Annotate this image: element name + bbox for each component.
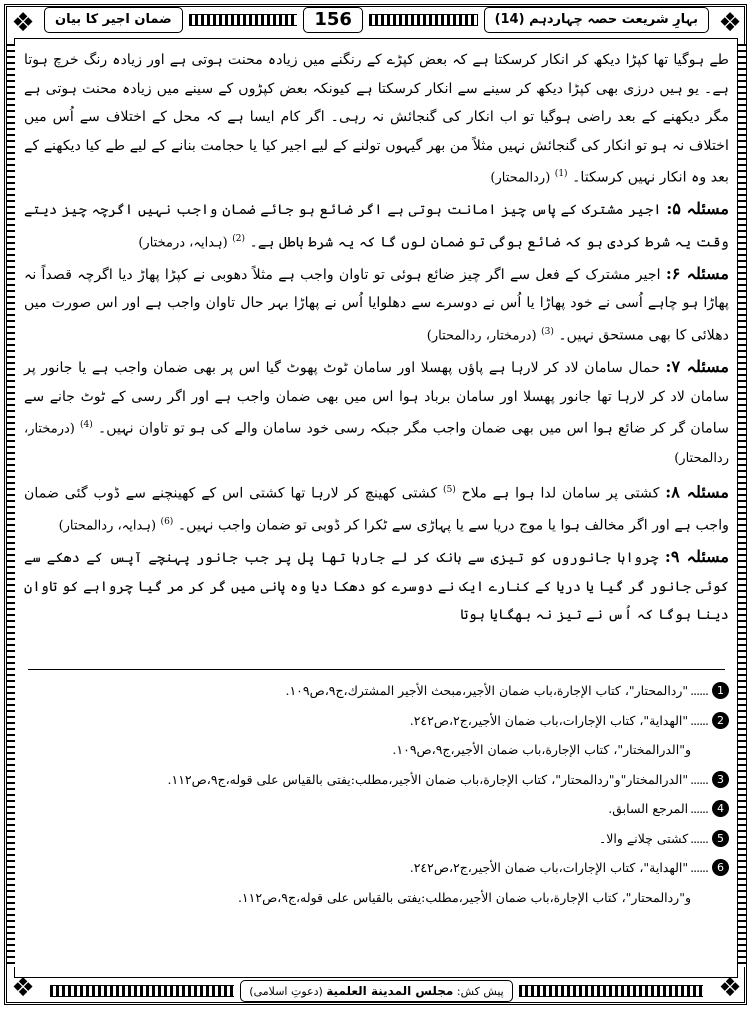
footnote-ref[interactable]: (6)	[160, 517, 174, 528]
paragraph-text: اجیر مشترک کے پاس چیز امانت ہوتی ہے اگر ضائع ہو جائے ضمان واجب نہیں اگرچہ چیز دیتے وقت یہ شرط کردی ہو کہ ضائع ہوگی تو ضمان لوں گا کہ یہ شرط باطل ہے۔	[24, 202, 729, 251]
corner-ornament-icon: ❖	[718, 973, 742, 1003]
footnotes	[24, 676, 729, 946]
chapter-title: ضمان اجیر کا بیان	[44, 7, 183, 33]
paragraph-text: چرواہا جانوروں کو تیزی سے ہانک کر لے جارہا تھا پل پر جب جانور پہنچے آپس کے دھکے سے کوئی جانور گر گیا یا دریا کے کنارے ایک نے دوسرے کو دھکا دیا وہ پانی میں گر کر مر گیا چرواہے کو تاوان دینا ہوگا کہ اُس نے تیز نہ بھگایا ہوتا	[24, 550, 729, 624]
footnote-dots: ......	[690, 683, 708, 698]
footnote-dots: ......	[690, 771, 708, 787]
masala-label: مسئلہ ۶:	[665, 263, 729, 283]
masala-label: مسئلہ ۷:	[665, 357, 729, 377]
corner-ornament-icon: ❖	[11, 973, 35, 1003]
main-text	[24, 46, 729, 651]
footnote-number: 3	[712, 771, 729, 788]
masala-6	[24, 260, 729, 351]
header-ornament	[369, 14, 478, 26]
publisher-name: مجلس المدينة العلمية	[326, 984, 454, 998]
footer-ornament	[50, 985, 234, 997]
footnote-ref[interactable]: (3)	[541, 326, 554, 337]
left-border-pattern	[7, 44, 15, 967]
citation: (ردالمحتار)	[490, 170, 551, 186]
page-footer	[44, 979, 709, 1003]
presented-by-label: پیش کش:	[456, 985, 504, 998]
page-number: 156	[303, 7, 363, 33]
footnote-number: 6	[712, 859, 729, 876]
paragraph-text: کشتی پر سامان لدا ہوا ہے ملاح	[461, 485, 660, 502]
footnote-text: و"الدرالمختار"، كتاب الإجارة،باب ضمان الأجير،ج٩،ص١٠٩.	[392, 742, 691, 757]
citation: (ہدایہ، درمختار)	[138, 235, 228, 251]
masala-label: مسئلہ ۵:	[666, 199, 729, 219]
organization-name: (دعوتِ اسلامی)	[249, 985, 323, 998]
citation: (ہدایہ، ردالمحتار)	[58, 518, 157, 534]
footnote-continuation	[24, 735, 729, 765]
footnote-number: 1	[712, 682, 729, 699]
header-ornament	[189, 14, 298, 26]
book-title: بہارِ شریعت حصہ چہاردہم (14)	[484, 7, 709, 33]
footnote-text: "ردالمحتار"، كتاب الإجارة،باب ضمان الأجير،مبحث الأجير المشترك،ج٩،ص١٠٩.	[285, 683, 689, 698]
corner-ornament-icon: ❖	[718, 8, 742, 38]
footnote-item	[24, 706, 729, 736]
footer-ornament	[519, 985, 703, 997]
footnote-ref[interactable]: (2)	[232, 233, 245, 244]
publisher-box	[240, 980, 512, 1002]
footnote-text: "الهداية"، كتاب الإجارات،باب ضمان الأجير،ج٢،ص٢٤٢.	[409, 712, 689, 728]
paragraph	[24, 46, 729, 193]
footnote-ref[interactable]: (4)	[80, 420, 93, 431]
masala-label: مسئلہ ۹:	[664, 547, 729, 567]
masala-9	[24, 543, 729, 630]
right-border-pattern	[738, 44, 746, 967]
citation: (درمختار، ردالمحتار)	[426, 328, 537, 344]
paragraph-text: اجیر مشترک کے فعل سے اگر چیز ضائع ہوئی تو تاوان واجب ہے مثلاً دھوبی نے کپڑا پھاڑ دیا اگرچہ قصداً نہ پھاڑا ہو چاہے اُسی نے خود پھاڑا یا اُس نے دوسرے سے دھلوایا اُس نے پھاڑا بہر حال تاوان واجب ہے اور اس صورت میں دھلائی کا بھی مستحق نہیں۔	[24, 266, 729, 344]
footnote-item	[24, 824, 729, 854]
footnote-text: و"ردالمحتار"، كتاب الإجارة،باب ضمان الأجير،مطلب:يفتى بالقياس على قوله،ج٩،ص١١٢.	[237, 889, 691, 905]
footnote-number: 2	[712, 712, 729, 729]
footnote-dots: ......	[690, 712, 708, 728]
footnote-ref[interactable]: (1)	[554, 169, 568, 179]
corner-ornament-icon: ❖	[11, 8, 35, 38]
footnote-text: "الهداية"، كتاب الإجارات،باب ضمان الأجير،ج٢،ص٢٤٢.	[409, 860, 689, 875]
paragraph-text: کشتی کھینچ کر لارہا تھا کشتی اس کے کھینچنے سے ڈوب گئی ضمان واجب ہے اور اگر مخالف ہوا یا موج دریا سے یا پہاڑی سے ٹکرا کر ڈوبی تو ضمان واجب نہیں۔	[24, 485, 729, 534]
footnote-text: المرجع السابق.	[608, 801, 689, 816]
footnote-number: 4	[712, 800, 729, 817]
footnote-dots: ......	[690, 830, 708, 846]
masala-label: مسئلہ ۸:	[665, 482, 729, 502]
footnote-continuation	[24, 883, 729, 913]
footnote-ref[interactable]: (5)	[443, 484, 456, 495]
paragraph-text: طے ہوگیا تھا کپڑا دیکھ کر انکار کرسکتا ہے کہ بعض کپڑے کے رنگنے میں زیادہ محنت ہوتی ہے اور زیادہ رنگ خرچ ہوتا ہے۔ یو ہیں درزی بھی کپڑا دیکھ کر سینے سے انکار کرسکتا ہے کیونکہ بعض کپڑوں کے سینے میں زیادہ محنت ہوتی ہے مگر دیکھنے کے بعد راضی ہوگیا تو اب انکار کی گنجائش نہ رہی۔ اگر کام ایسا ہے کہ محل کے اختلاف سے اُس میں اختلاف نہ ہو تو انکار کی گنجائش نہیں مثلاً من بھر گیہوں تولنے کے لیے اجیر کیا یا حجامت بنانے کے لیے طے کیا دیکھنے کے بعد وہ انکار نہیں کرسکتا۔	[24, 52, 729, 186]
footnote-divider	[28, 669, 725, 670]
masala-7	[24, 353, 729, 474]
footnote-item	[24, 765, 729, 795]
masala-8	[24, 476, 729, 541]
footnote-item	[24, 853, 729, 883]
paragraph-text: حمال سامان لاد کر لارہا ہے پاؤں پھسلا اور سامان ٹوٹ پھوٹ گیا اس پر بھی ضمان واجب ہے یا جانور پر سامان لاد کر لارہا تھا جانور پھسلا اور سامان برباد ہوا اس میں بھی ضمان واجب ہے اور اگر رسی کے ٹوٹ جانے سے سامان گر کر ضائع ہوا اس میں بھی ضمان واجب مگر جبکہ رسی خود سامان والے کی ہو تو تاوان نہیں۔	[24, 360, 729, 437]
footnote-item	[24, 794, 729, 824]
page-header	[44, 6, 709, 34]
citation: (درمختار، ردالمحتار)	[24, 421, 729, 467]
footnote-text: کشتی چلانے والا۔	[598, 830, 689, 846]
masala-5	[24, 195, 729, 258]
footnote-dots: ......	[690, 860, 708, 875]
footnote-number: 5	[712, 830, 729, 847]
footnote-item	[24, 676, 729, 706]
footnote-dots: ......	[690, 801, 708, 816]
footnote-text: "الدرالمختار"و"ردالمحتار"، كتاب الإجارة،باب ضمان الأجير،مطلب:يفتى بالقياس على قوله،ج٩،ص١١٢.	[167, 771, 689, 787]
